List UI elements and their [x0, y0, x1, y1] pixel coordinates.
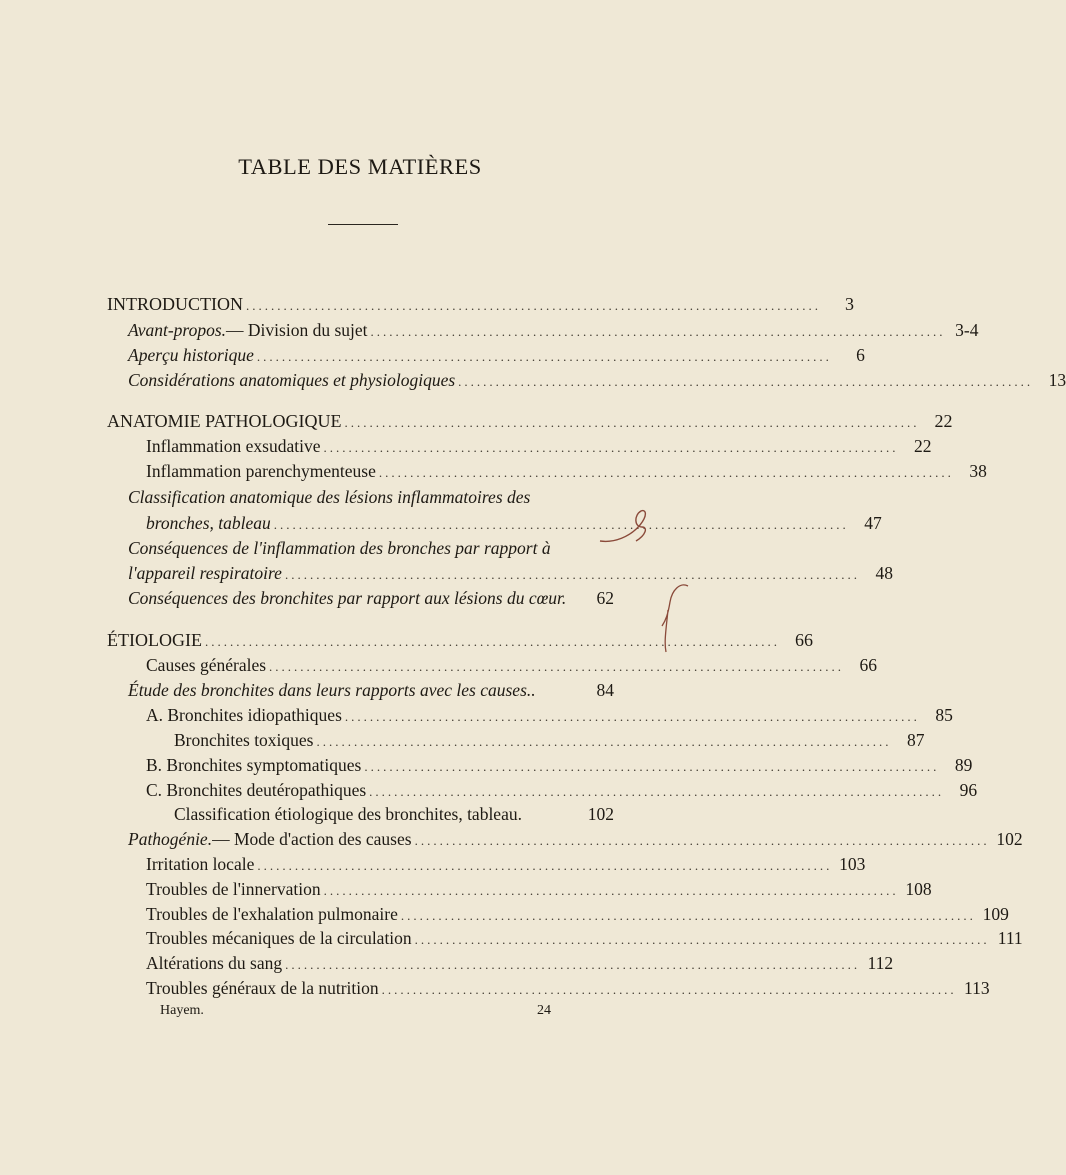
toc-entry-label: Altérations du sang	[146, 953, 283, 973]
toc-page-number: 62	[596, 588, 614, 608]
toc-entry-label-cont: l'appareil respiratoire	[128, 563, 282, 583]
leader-dots: ............................................................................................	[245, 298, 821, 313]
toc-page-number: 96	[959, 780, 978, 800]
footer-author: Hayem.	[160, 1003, 204, 1018]
leader-dots: ............................................................................................	[344, 415, 920, 430]
leader-dots: ............................................................................................	[370, 324, 946, 339]
toc-entry	[128, 343, 865, 367]
handwritten-bracket-icon	[650, 580, 700, 660]
toc-page-number: 102	[587, 804, 614, 824]
leader-dots: ............................................................................................	[400, 908, 976, 923]
leader-dots: ............................................................................................	[273, 517, 849, 532]
toc-entry	[146, 951, 894, 975]
toc-page-number: 48	[875, 563, 893, 583]
leader-dots: ............................................................................................	[369, 784, 945, 799]
toc-entry	[146, 778, 978, 802]
toc-entry	[146, 753, 973, 777]
toc-entry-label-cont: bronches, tableau	[146, 513, 271, 533]
leader-dots: ............................................................................................	[269, 659, 845, 674]
toc-entry	[146, 653, 878, 677]
page-title: TABLE DES MATIÈRES	[238, 154, 482, 179]
leader-dots: ............................................................................................	[381, 982, 957, 997]
toc-entry-label: Bronchites toxiques	[174, 730, 314, 750]
toc-entry-label: Inflammation exsudative	[146, 436, 321, 456]
toc-entry	[146, 703, 953, 727]
leader-dots: ............................................................................................	[316, 734, 892, 749]
toc-entry	[146, 902, 1009, 926]
toc-entry-label: Considérations anatomiques et physiologiques	[128, 370, 456, 390]
leader-dots: ............................................................................................	[204, 634, 780, 649]
leader-dots: ............................................................................................	[323, 440, 899, 455]
leader-dots: ............................................................................................	[284, 567, 860, 582]
toc-page-number: 84	[596, 680, 614, 700]
toc-entry	[146, 434, 932, 458]
toc-page-number: 103	[839, 854, 866, 874]
toc-entry-label: Inflammation parenchymenteuse	[146, 461, 376, 481]
leader-dots: ............................................................................................	[458, 374, 1034, 389]
toc-entry	[128, 561, 893, 585]
toc-page-number: 85	[935, 705, 953, 725]
toc-page-number: 6	[856, 345, 865, 365]
toc-page-number: 3-4	[955, 320, 979, 340]
leader-dots: ............................................................................................	[414, 932, 990, 947]
toc-entry-label-cont: — Division du sujet	[226, 320, 368, 340]
leader-dots: ............................................................................................	[364, 759, 940, 774]
toc-page-number: 102	[996, 829, 1023, 849]
toc-section-label: ANATOMIE PATHOLOGIQUE	[107, 411, 342, 431]
leader-dots: ............................................................................................	[344, 709, 920, 724]
toc-page-number: 38	[969, 461, 987, 481]
leader-dots: ............................................................................................	[414, 833, 990, 848]
toc-entry-label: Troubles de l'exhalation pulmonaire	[146, 904, 398, 924]
toc-entry	[146, 877, 932, 901]
toc-entry-label: Irritation locale	[146, 854, 255, 874]
leader-dots: ............................................................................................	[257, 858, 833, 873]
toc-section-label: ÉTIOLOGIE	[107, 630, 202, 650]
leader-dots: ............................................................................................	[256, 349, 832, 364]
toc-page-number: 66	[794, 630, 813, 650]
footer-signature: 24	[537, 1003, 551, 1018]
toc-entry-label: Étude des bronchites dans leurs rapports avec les causes..	[128, 680, 536, 700]
toc-entry-label: Classification étiologique des bronchites, tableau.	[174, 804, 522, 824]
toc-page-number: 22	[934, 411, 953, 431]
toc-page-number: 108	[905, 879, 932, 899]
toc-entry-label: Troubles généraux de la nutrition	[146, 978, 379, 998]
toc-entry	[128, 368, 1066, 392]
toc-page-number: 109	[982, 904, 1009, 924]
toc-entry-label: Aperçu historique	[128, 345, 254, 365]
toc-entry-label-cont: — Mode d'action des causes	[212, 829, 412, 849]
toc-page-number: 112	[867, 953, 894, 973]
leader-dots: ............................................................................................	[285, 957, 861, 972]
toc-entry-label: Causes générales	[146, 655, 267, 675]
toc-entry-label: Conséquences de l'inflammation des bronches par rapport à	[128, 538, 551, 558]
toc-entry	[128, 318, 979, 342]
toc-section-introduction	[107, 292, 854, 316]
toc-page-number: 111	[997, 928, 1023, 948]
toc-entry-label: Avant-propos.	[128, 320, 227, 340]
toc-entry	[146, 926, 1023, 950]
toc-page-number: 3	[844, 294, 854, 314]
toc-page-number: 87	[907, 730, 925, 750]
toc-entry	[128, 827, 1023, 851]
toc-entry-label: A. Bronchites idiopathiques	[146, 705, 342, 725]
toc-entry-label: C. Bronchites deutéropathiques	[146, 780, 367, 800]
toc-entry	[146, 852, 866, 876]
toc-entry-label: Troubles de l'innervation	[146, 879, 321, 899]
toc-entry	[128, 586, 614, 610]
toc-entry	[146, 511, 882, 535]
toc-entry	[146, 459, 987, 483]
toc-section-label: INTRODUCTION	[107, 294, 243, 314]
leader-dots: ............................................................................................	[378, 465, 954, 480]
toc-entry	[146, 976, 990, 1000]
toc-page-number: 47	[864, 513, 882, 533]
leader-dots: ............................................................................................	[323, 883, 899, 898]
toc-page-number: 113	[964, 978, 990, 998]
toc-entry-label: Troubles mécaniques de la circulation	[146, 928, 412, 948]
toc-page-number: 22	[913, 436, 932, 456]
toc-entry-label: Classification anatomique des lésions inflammatoires des	[128, 487, 531, 507]
toc-page-number: 13	[1048, 370, 1066, 390]
toc-section-anatomie	[107, 409, 953, 433]
toc-section-etiologie	[107, 628, 813, 652]
toc-entry-label: B. Bronchites symptomatiques	[146, 755, 362, 775]
handwritten-mark-icon	[596, 505, 656, 550]
toc-entry-label: Pathogénie.	[128, 829, 213, 849]
toc-page-number: 89	[954, 755, 973, 775]
toc-entry	[128, 678, 614, 702]
toc-entry	[174, 728, 925, 752]
toc-entry-label: Conséquences des bronchites par rapport aux lésions du cœur.	[128, 588, 567, 608]
toc-page-number: 66	[859, 655, 878, 675]
toc-entry	[174, 802, 614, 826]
title-rule	[328, 224, 398, 225]
